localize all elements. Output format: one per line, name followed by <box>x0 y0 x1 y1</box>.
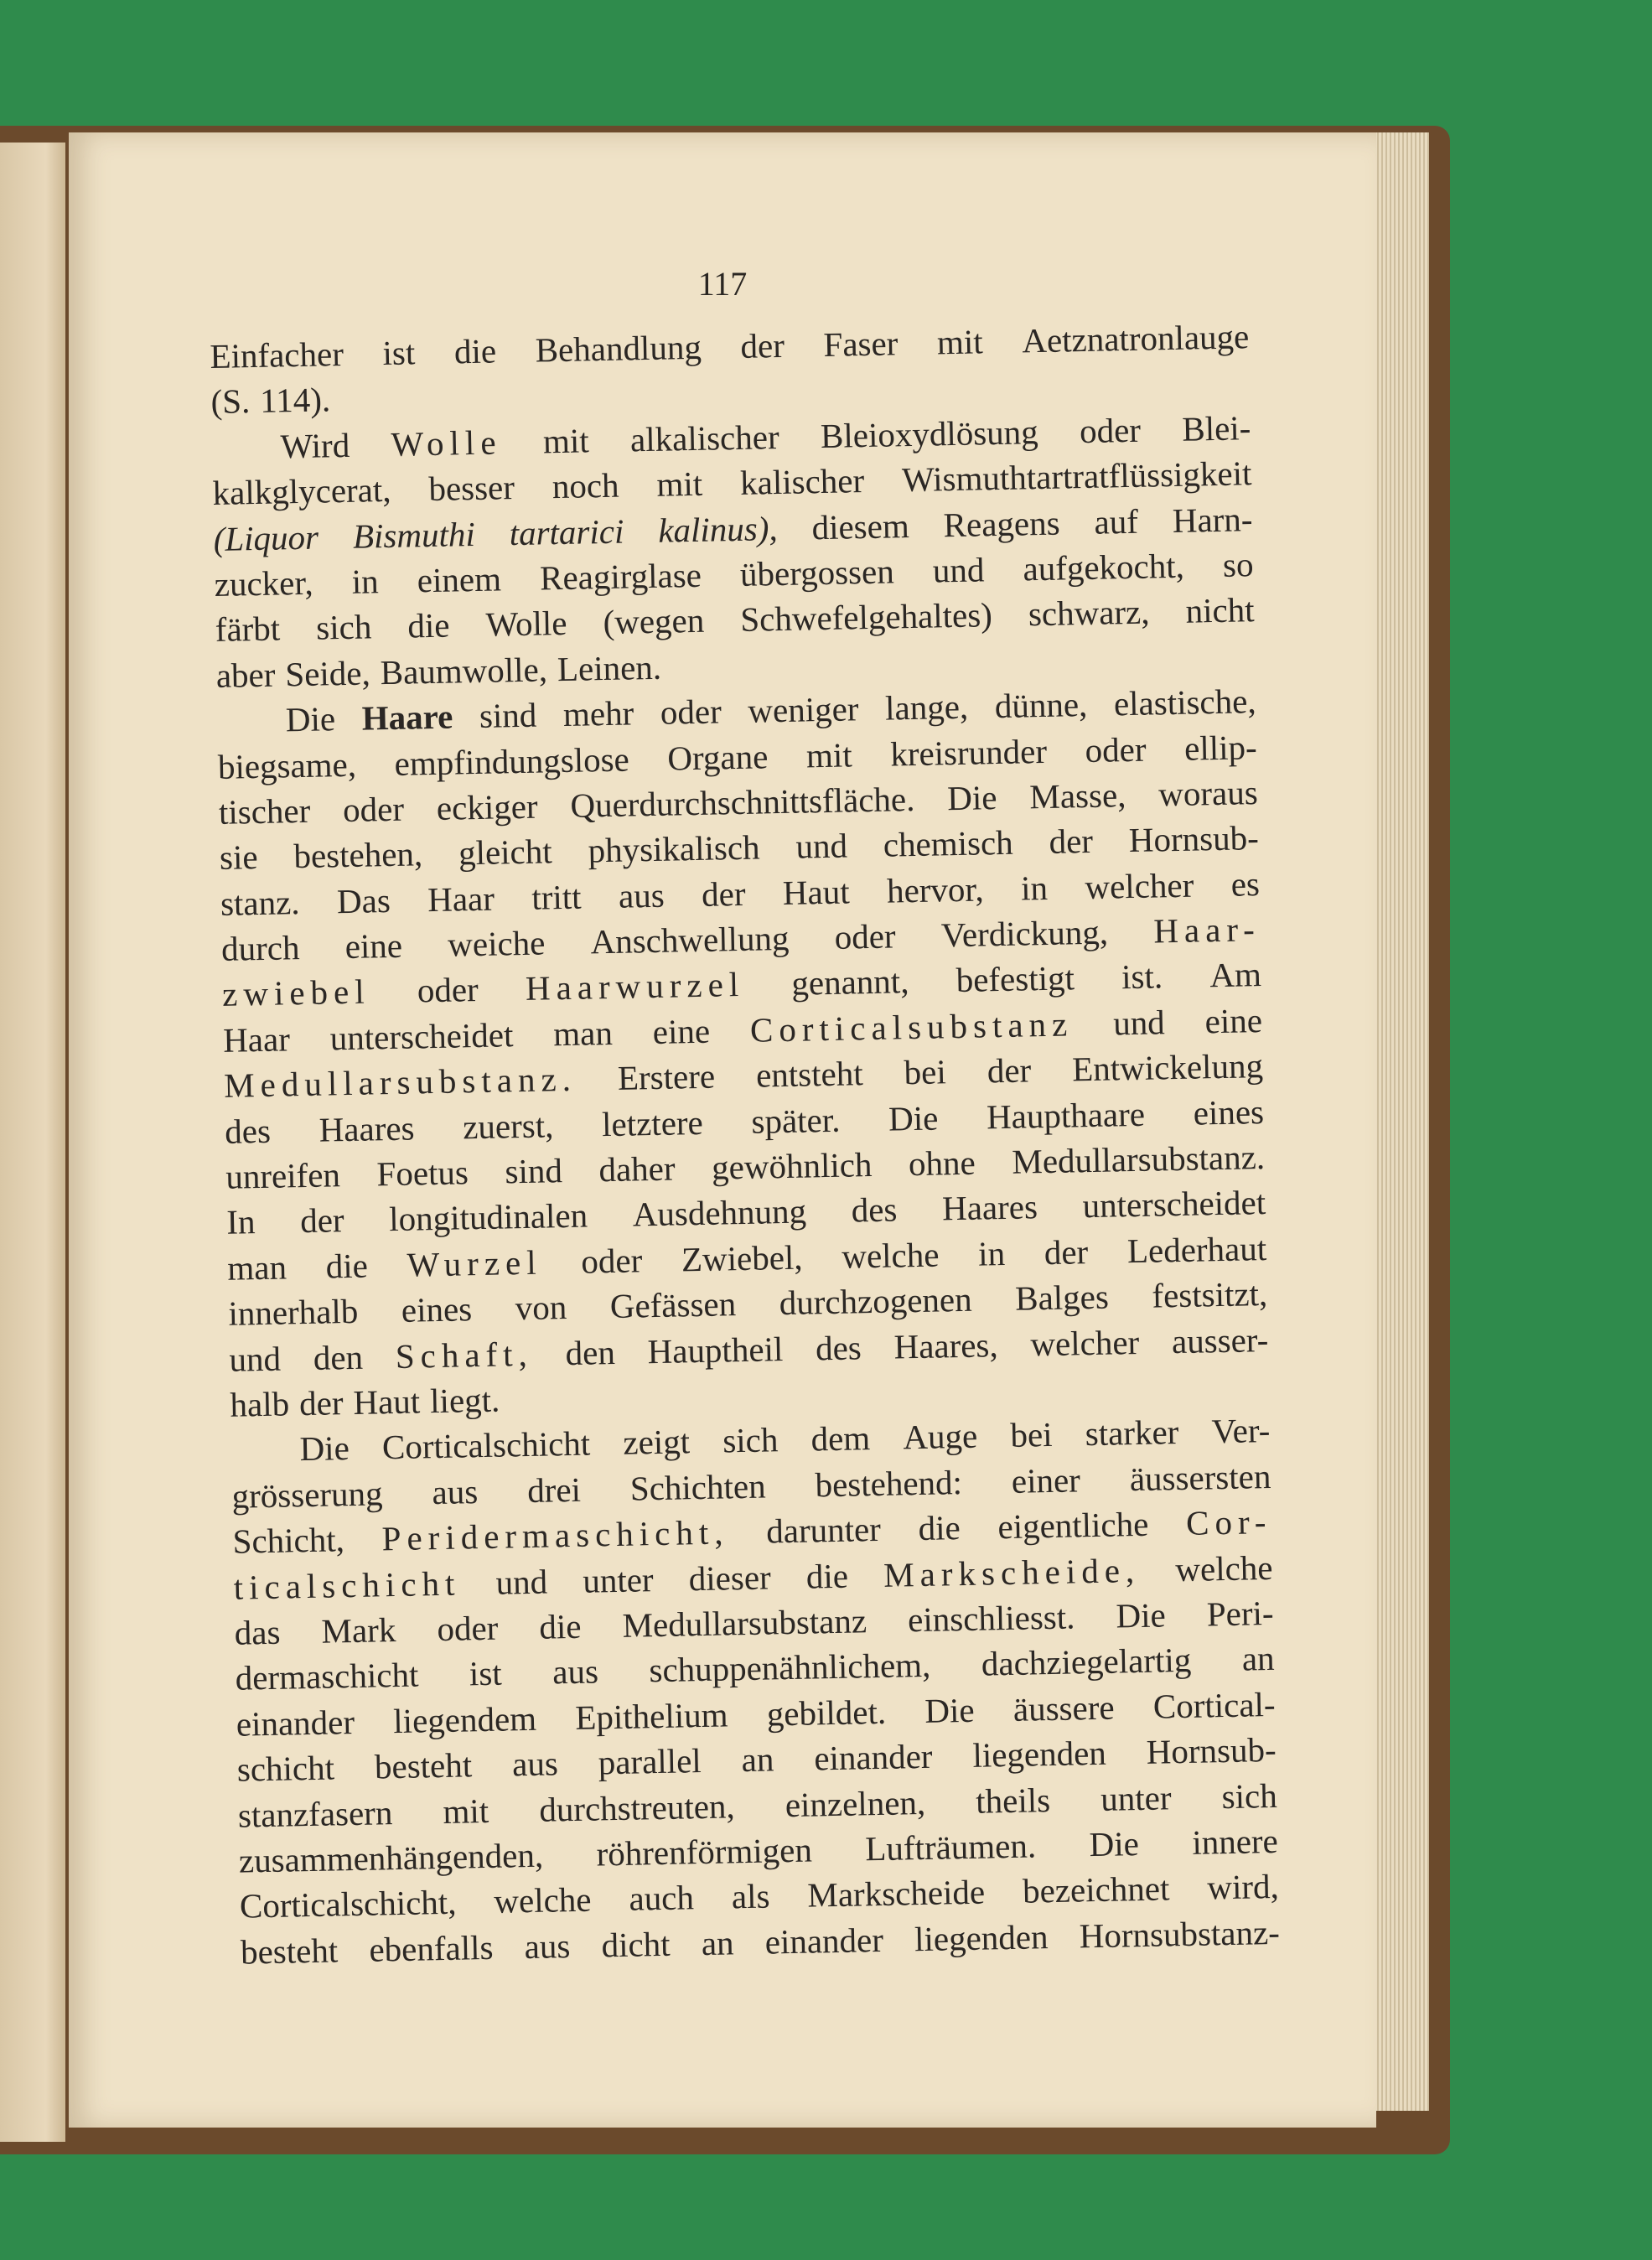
word: Markscheide <box>806 1872 986 1915</box>
word: daher <box>598 1148 676 1190</box>
word: Erstere <box>617 1056 716 1098</box>
word: durch <box>220 928 300 968</box>
word: elastische, <box>1113 682 1257 723</box>
word: unterscheidet <box>1082 1183 1266 1226</box>
word: dermaschicht <box>235 1655 419 1698</box>
word: eigentliche <box>997 1504 1149 1547</box>
word: ebenfalls <box>369 1927 494 1969</box>
word: färbt <box>215 609 281 650</box>
word: Schaft, <box>395 1334 534 1376</box>
word: der <box>987 1050 1032 1091</box>
word: an <box>741 1739 774 1780</box>
word: Masse, <box>1028 775 1126 816</box>
word: innere <box>1191 1821 1279 1862</box>
word: durchstreuten, <box>538 1786 736 1829</box>
word: die <box>538 1606 582 1646</box>
word: und <box>1112 1003 1166 1043</box>
word: theils <box>975 1780 1051 1821</box>
word: welcher <box>1085 865 1194 906</box>
word: Harn- <box>1172 499 1253 540</box>
word: Auge <box>902 1417 978 1457</box>
word: Wolle <box>391 422 502 464</box>
word: (S. <box>210 381 251 422</box>
book-page <box>69 132 1376 2128</box>
word: einander <box>813 1736 933 1778</box>
word: einander <box>236 1702 355 1744</box>
word: ist <box>469 1653 503 1693</box>
word: Medullarsubstanz. <box>1011 1138 1266 1181</box>
word: Wolle <box>485 604 567 645</box>
word: tischer <box>218 790 311 832</box>
word: letztere <box>601 1102 704 1143</box>
word: kalischer <box>739 461 865 503</box>
word: oder <box>834 916 896 956</box>
word: oder <box>436 1608 499 1649</box>
word: des <box>224 1111 272 1151</box>
word: dachziegelartig <box>981 1641 1192 1683</box>
word: der <box>1049 822 1094 862</box>
word: so <box>1222 545 1254 584</box>
word: gewöhnlich <box>711 1145 873 1187</box>
word: liegenden <box>914 1916 1049 1958</box>
word: unter <box>1100 1777 1172 1818</box>
word: In <box>225 1202 256 1242</box>
word: Mark <box>321 1609 396 1651</box>
word: oder <box>660 692 722 732</box>
word: liegenden <box>971 1733 1107 1775</box>
word: wird, <box>1206 1867 1280 1907</box>
word: auf <box>1094 501 1139 542</box>
word: durchzogenen <box>779 1279 973 1323</box>
word: Wird <box>280 425 350 466</box>
word: dem <box>810 1418 871 1459</box>
word: besteht <box>374 1745 473 1786</box>
word: mit <box>656 464 703 504</box>
word: darunter <box>765 1510 882 1551</box>
word: welcher <box>1029 1322 1140 1364</box>
previous-page-edge <box>0 143 65 2142</box>
word: aus <box>524 1926 571 1966</box>
word: die <box>407 605 450 645</box>
word: in <box>977 1233 1006 1273</box>
word: Wismuthtartratflüssigkeit <box>901 454 1252 500</box>
word: des <box>815 1327 862 1367</box>
word: aufgekocht, <box>1023 546 1185 588</box>
word: zwiebel <box>221 972 371 1014</box>
word: Verdickung, <box>940 912 1109 955</box>
word: alkalischer <box>629 417 780 459</box>
word: longitudinalen <box>388 1195 588 1239</box>
word: Haut <box>353 1381 421 1422</box>
word: der <box>701 873 746 914</box>
word: einander <box>764 1920 884 1962</box>
word: Cortical- <box>1152 1684 1276 1726</box>
word: ellip- <box>1183 727 1258 768</box>
word: mit <box>805 734 853 775</box>
word: biegsame, <box>217 744 357 786</box>
word: und <box>795 826 848 866</box>
word: Wurzel <box>407 1242 543 1284</box>
word: ticalschicht <box>233 1563 461 1607</box>
word: kalkglycerat, <box>212 470 391 513</box>
word: Die <box>924 1690 976 1730</box>
word: Haare <box>361 697 453 738</box>
word: eckiger <box>436 786 538 827</box>
word: Corticalschicht, <box>239 1882 457 1926</box>
word: Hauptheil <box>647 1329 784 1371</box>
word: Haares <box>941 1187 1038 1228</box>
word: eines <box>401 1289 473 1330</box>
word: einem <box>417 559 502 600</box>
word: sie <box>219 837 258 878</box>
word: schuppenähnlichem, <box>649 1646 931 1690</box>
word: Balges <box>1014 1277 1110 1318</box>
word: hervor, <box>886 869 985 910</box>
word: Behandlung <box>535 327 702 370</box>
word: den <box>565 1332 616 1372</box>
word: Foetus <box>376 1153 469 1194</box>
word: ohne <box>908 1143 976 1184</box>
word: Leinen. <box>557 647 662 688</box>
word: entsteht <box>755 1054 864 1095</box>
word: lange, <box>884 687 969 728</box>
word: Ausdehnung <box>632 1191 807 1234</box>
word: schwarz, <box>1028 592 1150 634</box>
word: ist. <box>1121 956 1163 997</box>
word: festsitzt, <box>1151 1274 1268 1315</box>
word: empfindungslose <box>394 739 630 783</box>
word: einer <box>1011 1460 1081 1501</box>
word: Reagirglase <box>539 555 702 598</box>
word: bezeichnet <box>1022 1869 1170 1910</box>
word: (wegen <box>603 601 705 642</box>
word: Medullarsubstanz <box>622 1601 867 1645</box>
word: Seide, <box>284 653 371 694</box>
word: Hornsub- <box>1128 818 1260 860</box>
word: die <box>805 1556 849 1596</box>
word: bei <box>904 1052 947 1092</box>
word: eine <box>344 925 403 967</box>
word: Hornsubstanz- <box>1079 1912 1281 1956</box>
word: kalinus), <box>657 508 779 550</box>
word: stanz. <box>220 882 300 923</box>
word: eines <box>1193 1091 1265 1133</box>
word: ist <box>382 333 416 373</box>
word: und <box>495 1562 548 1602</box>
word: bestehen, <box>293 834 423 876</box>
word: innerhalb <box>228 1292 359 1333</box>
word: den <box>313 1337 364 1377</box>
word: unter <box>582 1559 654 1600</box>
word: mehr <box>562 693 634 734</box>
page-number: 117 <box>697 265 748 303</box>
word: zuerst, <box>462 1105 554 1147</box>
word: Zwiebel, <box>681 1237 803 1279</box>
word: Faser <box>823 324 899 364</box>
word: Reagens <box>943 503 1060 544</box>
word: diesem <box>811 505 910 547</box>
word: Schichten <box>629 1466 767 1508</box>
word: 114). <box>259 380 331 421</box>
word: Hornsub- <box>1146 1729 1277 1771</box>
word: aber <box>215 655 276 695</box>
word: tartarici <box>509 511 624 552</box>
word: unterscheidet <box>329 1015 514 1058</box>
word: grösserung <box>231 1474 383 1516</box>
word: zusammenhängenden, <box>238 1835 544 1880</box>
word: äussersten <box>1129 1456 1271 1498</box>
word: unreifen <box>225 1155 341 1196</box>
word: es <box>1230 863 1261 904</box>
word: und <box>229 1339 282 1379</box>
word: Haarwurzel <box>525 965 745 1008</box>
word: Die <box>1089 1823 1140 1864</box>
word: von <box>515 1288 567 1328</box>
word: Haar- <box>1152 910 1261 951</box>
word: chemisch <box>883 823 1014 864</box>
word: bestehend: <box>815 1462 963 1505</box>
word: sich <box>315 607 372 647</box>
word: befestigt <box>955 958 1075 1000</box>
word: kreisrunder <box>889 731 1048 774</box>
word: bei <box>1010 1415 1053 1455</box>
word: halb <box>230 1384 290 1424</box>
word: Bismuthi <box>352 514 476 556</box>
word: Die <box>1116 1595 1167 1635</box>
word: tritt <box>531 877 582 917</box>
word: mit <box>936 322 984 362</box>
word: Die <box>299 1428 350 1469</box>
word: Cor- <box>1185 1502 1272 1543</box>
word: Markscheide, <box>883 1550 1141 1594</box>
word: weniger <box>747 689 859 730</box>
word: sind <box>479 695 537 736</box>
word: Ver- <box>1211 1411 1271 1451</box>
word: Bleioxydlösung <box>820 412 1039 455</box>
word: Lederhaut <box>1126 1228 1267 1270</box>
word: oder <box>1085 729 1147 770</box>
word: und <box>932 550 985 590</box>
word: welche <box>493 1879 592 1921</box>
word: Die <box>946 777 997 818</box>
word: nicht <box>1185 590 1255 631</box>
word: oder <box>1079 410 1142 450</box>
word: weiche <box>447 923 546 964</box>
word: noch <box>552 465 619 506</box>
word: zeigt <box>622 1422 691 1463</box>
word: aus <box>511 1744 559 1784</box>
word: aus <box>552 1651 599 1692</box>
word: aus <box>618 875 665 915</box>
word: eine <box>652 1011 711 1051</box>
word: man <box>552 1013 614 1054</box>
word: liegt. <box>429 1380 500 1421</box>
word: später. <box>751 1100 841 1141</box>
word: starker <box>1085 1412 1179 1454</box>
word: dieser <box>688 1557 772 1598</box>
word: oder <box>342 789 405 829</box>
word: aus <box>432 1471 479 1511</box>
word: Haar <box>222 1019 291 1060</box>
word: Haut <box>782 872 851 912</box>
word: Haares <box>318 1108 415 1149</box>
word: Schwefelgehaltes) <box>739 595 993 640</box>
word: genannt, <box>790 962 909 1003</box>
word: als <box>731 1876 770 1916</box>
word: ausser- <box>1171 1319 1269 1361</box>
word: Anschwellung <box>590 918 790 962</box>
word: der <box>740 325 785 365</box>
word: Corticalsubstanz <box>749 1004 1074 1050</box>
word: dünne, <box>994 685 1088 726</box>
word: dicht <box>601 1924 671 1965</box>
word: röhrenförmigen <box>596 1830 813 1874</box>
word: Medullarsubstanz. <box>223 1060 577 1106</box>
word: Baumwolle, <box>380 650 548 692</box>
word: Haar <box>427 879 495 919</box>
word: (Liquor <box>213 517 319 558</box>
word: der <box>298 1383 344 1423</box>
word: einschliesst. <box>907 1597 1075 1640</box>
word: an <box>701 1923 734 1962</box>
word: oder <box>580 1241 643 1281</box>
word: Peri- <box>1206 1593 1274 1634</box>
word: besteht <box>240 1931 339 1972</box>
word: äussere <box>1012 1687 1115 1729</box>
word: übergossen <box>739 552 895 594</box>
word: man <box>226 1247 287 1288</box>
word: an <box>1241 1639 1275 1678</box>
word: der <box>299 1200 345 1241</box>
word: einzelnen, <box>785 1782 926 1824</box>
word: Peridermaschicht, <box>381 1512 729 1558</box>
word: mit <box>542 421 590 461</box>
word: Gefässen <box>609 1284 737 1326</box>
word: in <box>1020 868 1049 908</box>
word: Einfacher <box>210 334 344 376</box>
word: der <box>1044 1231 1089 1272</box>
word: schicht <box>236 1748 335 1789</box>
word: Lufträumen. <box>864 1826 1037 1869</box>
word: Haares, <box>893 1324 999 1366</box>
word: gebildet. <box>766 1692 887 1734</box>
word: Haupthaare <box>986 1094 1146 1137</box>
word: oder <box>417 970 479 1010</box>
word: Die <box>888 1098 939 1138</box>
word: Organe <box>666 736 769 778</box>
word: Epithelium <box>574 1695 728 1737</box>
word: sich <box>722 1420 779 1460</box>
word: Schicht, <box>232 1520 345 1561</box>
word: drei <box>526 1470 582 1510</box>
word: sich <box>1221 1775 1278 1816</box>
word: Corticalschicht <box>381 1423 591 1467</box>
word: das <box>234 1612 281 1652</box>
word: welche <box>841 1235 940 1276</box>
word: physikalisch <box>588 827 760 870</box>
word: eine <box>1204 1000 1263 1041</box>
word: Am <box>1209 955 1262 995</box>
word: des <box>851 1190 898 1230</box>
word: Entwickelung <box>1071 1046 1264 1089</box>
word: gleicht <box>458 832 553 873</box>
body-text <box>210 314 1280 1975</box>
word: Das <box>336 880 391 920</box>
word: parallel <box>598 1741 702 1782</box>
word: woraus <box>1157 773 1259 814</box>
word: auch <box>629 1878 695 1919</box>
word: Querdurchschnittsfläche. <box>570 779 915 825</box>
word: die <box>325 1246 369 1286</box>
word: besser <box>428 468 515 509</box>
word: Die <box>285 699 336 739</box>
word: sind <box>505 1151 563 1191</box>
word: die <box>918 1508 961 1548</box>
word: in <box>351 562 380 601</box>
word: Aetznatronlauge <box>1021 317 1250 360</box>
word: Blei- <box>1181 407 1251 448</box>
word: welche <box>1174 1547 1273 1589</box>
word: liegendem <box>392 1698 537 1740</box>
word: mit <box>443 1791 489 1831</box>
word: zucker, <box>214 562 314 604</box>
word: die <box>453 331 497 371</box>
word: stanzfasern <box>237 1792 393 1835</box>
